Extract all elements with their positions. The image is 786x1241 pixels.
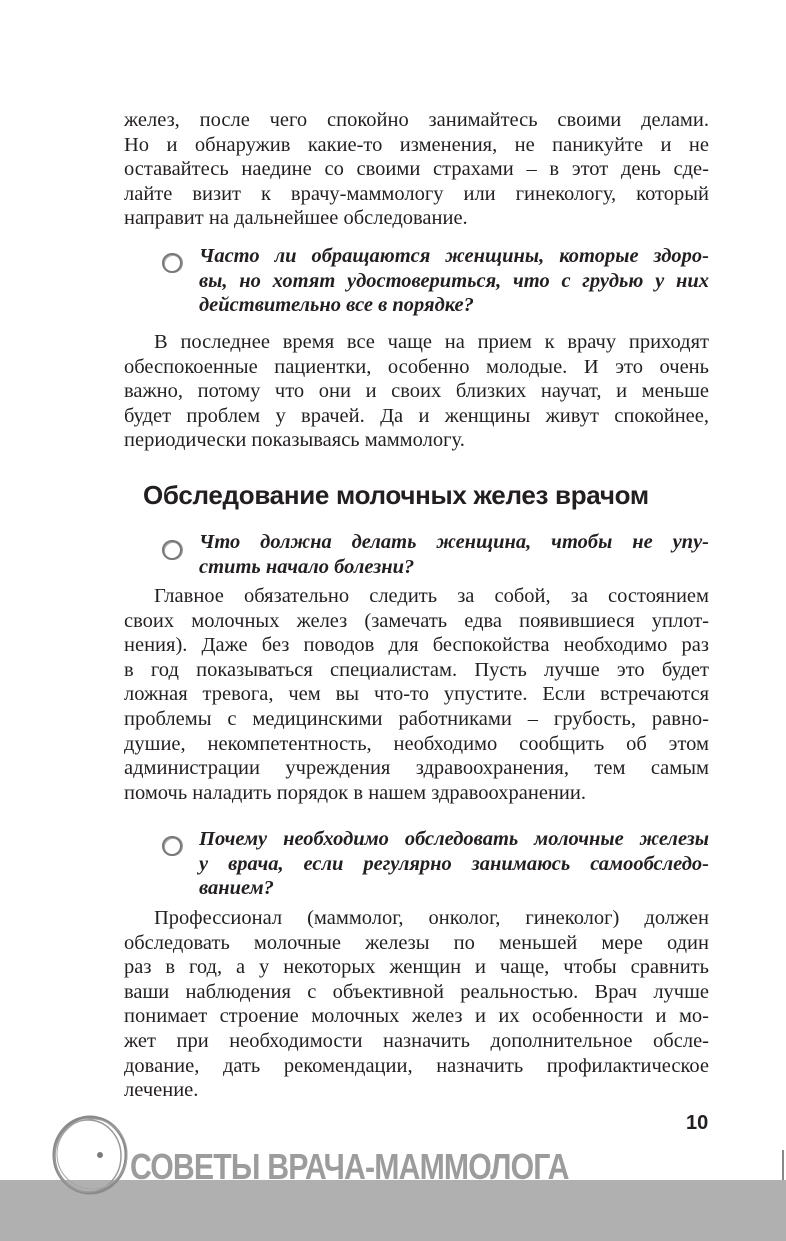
page-edge [782, 1150, 784, 1180]
text-line: желез, после чего спокойно занимайтесь своими делами. [124, 109, 709, 131]
text-line: периодически показываясь маммологу. [124, 429, 465, 452]
text-line: помочь наладить порядок в нашем здравоохранении. [124, 781, 586, 804]
text-line: Часто ли обращаются женщины, которые здоро- [199, 245, 709, 267]
text-line: Но и обнаружив какие-то изменения, не паникуйте и не [124, 133, 709, 156]
text-line: нения). Даже без поводов для беспокойства необходимо раз [124, 634, 709, 657]
text-line: ложная тревога, чем вы что-то упустите. Если встречаются [124, 683, 709, 706]
text-line: обследовать молочные железы по меньшей мере один [124, 931, 709, 954]
text-line: будет проблем у врачей. Да и женщины живут спокойнее, [124, 404, 709, 427]
text-line: Профессионал (маммолог, онколог, гинеколог) должен [154, 907, 709, 929]
question-circle-icon [162, 836, 182, 856]
question-circle-icon [162, 540, 182, 560]
text-line: ваши наблюдения с объективной реальностью. Врач лучше [124, 980, 709, 1003]
footer-book-title: СОВЕТЫ ВРАЧА-МАММОЛОГА [130, 1146, 569, 1187]
text-line: Почему необходимо обследовать молочные железы [199, 828, 709, 850]
text-line: жет при необходимости назначить дополнительное обсле- [124, 1029, 709, 1052]
text-line: действительно все в порядке? [199, 294, 474, 317]
text-line: лечение. [124, 1079, 199, 1102]
paragraph-1 [124, 108, 709, 231]
text-line: раз в год, а у некоторых женщин и чаще, чтобы сравнить [124, 956, 709, 979]
question-2 [199, 530, 709, 579]
text-line: обеспокоенные пациентки, особенно молодые. И это очень [124, 355, 709, 378]
paragraph-2 [124, 330, 709, 453]
text-line: оставайтесь наедине со своими страхами – в этот день сде- [124, 158, 709, 181]
question-circle-icon [162, 253, 182, 273]
section-heading: Обследование молочных желез врачом [143, 480, 649, 510]
text-line: вы, но хотят удостовериться, что с грудью у них [199, 269, 709, 292]
text-line: Главное обязательно следить за собой, за состоянием [154, 585, 709, 607]
text-line: Что должна делать женщина, чтобы не упу- [199, 531, 709, 553]
text-line: у врача, если регулярно занимаюсь самообследо- [199, 852, 709, 875]
text-line: понимает строение молочных желез и их особенности и мо- [124, 1005, 709, 1028]
text-line: В последнее время все чаще на прием к врачу приходят [154, 331, 709, 353]
text-line: душие, некомпетентность, необходимо сообщить об этом [124, 732, 709, 755]
text-line: ванием? [199, 877, 274, 900]
text-line: лайте визит к врачу-маммологу или гинекологу, который [124, 182, 709, 205]
text-line: направит на дальнейшее обследование. [124, 207, 468, 230]
page-number: 10 [686, 1112, 709, 1134]
circle-logo-icon [48, 1113, 132, 1197]
question-3 [199, 827, 709, 901]
text-line: в год показываться специалистам. Пусть лучше это будет [124, 658, 709, 681]
text-line: стить начало болезни? [199, 555, 415, 578]
paragraph-4 [124, 906, 709, 1103]
question-1 [199, 244, 709, 318]
text-line: важно, потому что они и своих близких научат, и меньше [124, 380, 709, 403]
text-line: дование, дать рекомендации, назначить профилактическое [124, 1054, 709, 1077]
text-line: своих молочных желез (замечать едва появившиеся уплот- [124, 609, 709, 632]
text-line: администрации учреждения здравоохранения, тем самым [124, 757, 709, 780]
text-line: проблемы с медицинскими работниками – грубость, равно- [124, 707, 709, 730]
paragraph-3 [124, 584, 709, 805]
